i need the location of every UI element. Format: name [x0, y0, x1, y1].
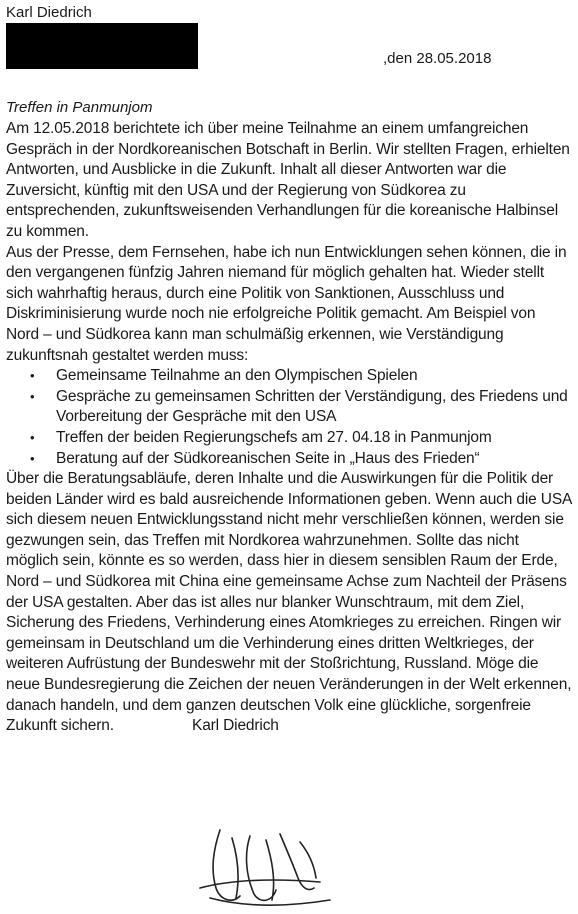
- letter-subject: Treffen in Panmunjom: [6, 99, 153, 116]
- closing-line: [6, 716, 572, 737]
- letter-date: ,den 28.05.2018: [383, 50, 492, 67]
- bullet-item: • Beratung auf der Südkoreanischen Seite in „Haus des Frieden“: [6, 449, 572, 470]
- closing-text: Zukunft sichern.: [6, 717, 114, 735]
- bullet-item: • Gemeinsame Teilnahme an den Olympischen Spielen: [6, 366, 572, 387]
- sender-name: Karl Diedrich: [6, 4, 92, 21]
- paragraph-1: Am 12.05.2018 berichtete ich über meine Teilnahme an einem umfangreichen Gespräch in der Nordkoreanischen Botschaft in Berlin. Wir stellten Fragen, erhielten Antworten, und Ausblicke in die Zukunft. Inhalt all dieser Antworten war die Zuversicht, künftig mit den USA und der Regierung von Südkorea zu entsprechenden, zukunftsweisenden Verhandlungen für die koreanische Halbinsel zu kommen.: [6, 120, 570, 240]
- letter-body: [6, 119, 572, 737]
- paragraph-2: Aus der Presse, dem Fernsehen, habe ich nun Entwicklungen sehen können, die in den vergangenen fünfzig Jahren niemand für möglich gehalten hat. Wieder stellt sich wahrhaftig heraus, durch eine Politik von Sanktionen, Ausschluss und Diskriminisierung wurde noch nie erfolgreiche Politik gemacht. Am Beispiel von Nord – und Südkorea kann man schulmäßig erkennen, wie Verständigung zukunftsnah gestaltet werden muss:: [6, 243, 567, 364]
- handwritten-signature: [180, 818, 340, 910]
- bullet-item: • Treffen der beiden Regierungschefs am 27. 04.18 in Panmunjom: [6, 428, 572, 449]
- bullet-item: • Gespräche zu gemeinsamen Schritten der Verständigung, des Friedens und Vorbereitung der Gespräche mit den USA: [6, 387, 572, 428]
- bullet-list: [6, 366, 572, 469]
- signature-name: Karl Diedrich: [192, 717, 279, 735]
- paragraph-3: Über die Beratungsabläufe, deren Inhalte und die Auswirkungen für die Politik der beiden Länder wird es bald ausreichende Informationen geben. Wenn auch die USA sich diesem neuen Entwicklungsstand nicht mehr verschließen können, werden sie gezwungen sein, das Treffen mit Nordkorea wahrzunehmen. Sollte das nicht möglich sein, könnte es so werden, dass hier in diesem sensiblen Raum der Erde, Nord – und Südkorea mit China eine gemeinsame Achse zum Nachteil der Präsens der USA gestalten. Aber das ist alles nur blanker Wunschtraum, mit dem Ziel, Sicherung des Friedens, Verhinderung eines Atomkrieges zu erreichen. Ringen wir gemeinsam in Deutschland um die Verhinderung eines dritten Weltkrieges, der weiteren Aufrüstung der Bundeswehr mit der Stoßrichtung, Russland. Möge die neue Bundesregierung die Zeichen der neuen Veränderungen in der Welt erkennen, danach handeln, und dem ganzen deutschen Volk eine glückliche, sorgenfreie: [6, 470, 572, 714]
- redacted-address-block: [6, 23, 198, 69]
